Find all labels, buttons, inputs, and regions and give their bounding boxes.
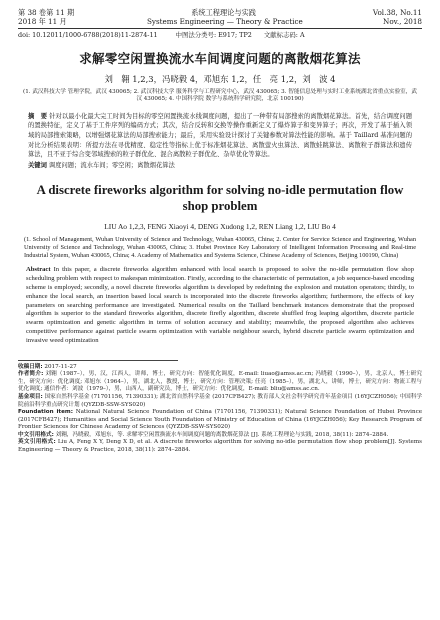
running-header-row-1 <box>18 8 422 17</box>
volume-zh: 第 38 卷第 11 期 <box>18 8 75 17</box>
footnote-cite-zh: 中文引用格式: 刘翱，冯晓毅，邓旭东，等. 求解零空闲置换流水车间调度问题的离散烟花算法 [J]. 系统工程理论与实践, 2018, 38(11): 2874–2884. <box>18 431 389 438</box>
title-zh: 求解零空闲置换流水车间调度问题的离散烟花算法 <box>79 51 361 66</box>
document-code: 文献标志码: A <box>263 31 305 39</box>
footnote-rule <box>18 360 178 361</box>
footnote-author: 作者简介: 刘翱（1987–），男，汉，江西人，讲师，博士，研究方向：智能优化调度，E-mail: liuao@amss.ac.cn; 冯晓毅（1990–），男，北京人，博士研究生，研究方向：优化调度; 邓旭东（1964–），男，湖北人，教授，博士，研究方向：管理决策; 任亮（1985–），男，湖北人，讲师，博士，研究方向：物流工程与优化调度; 通信作者：刘波（1979–），男，山西人，副研究员，博士，研究方向：优化调度，E-mail: bliu@amss.ac.cn. <box>18 371 422 393</box>
volume-en: Vol.38, No.11 <box>372 8 422 17</box>
clc-number: 中图法分类号: E917; TP2 <box>175 31 252 39</box>
keywords-zh-text: 调度问题；流水车间；零空闲；离散烟花算法 <box>48 161 175 169</box>
article-meta <box>18 31 422 39</box>
doi-link[interactable]: doi: 10.12011/1000-6788(2018)11-2874-11 <box>18 31 158 39</box>
abstract-zh-label: 摘 要 <box>28 112 48 120</box>
journal-name-zh: 系统工程理论与实践 <box>191 8 256 17</box>
footnote-foundation: Foundation item: National Natural Science Foundation of China (71701156, 71390331); Natural Science Foundation of Hubei Province (2017CFB427); Humanities and Social Science Youth Foundation of Ministry of Education of China (16YJCZH056); Key Research Program of Frontier Sciences for Chinese Academy of Sciences (QYZDB-SSW-SYS020) <box>18 409 423 431</box>
abstract-en-label: Abstract <box>26 266 51 274</box>
title-en: A discrete fireworks algorithm for solving no-idle permutation flow shop problem <box>36 183 404 213</box>
affiliations-en: (1. School of Management, Wuhan University of Science and Technology, Wuhan 430065, China; 2. Center for Service Science and Engineering, Wuhan University of Science and Technology, Wuhan 430065, China; 3. Hubei Province Key Laboratory of Intelligent Information Processing and Real-time Industrial System, Wuhan 430065, China; 4. Academy of Mathematics and Systems Science, Chinese Academy of Sciences, Beijing 100190, China) <box>24 236 416 260</box>
footnote-fund: 基金项目: 国家自然科学基金 (71701156, 71390331); 湖北省自然科学基金 (2017CFB427); 教育部人文社会科学研究青年基金项目 (16YJCZH056); 中国科学院前沿科学重点研究计划 (QYZDB-SSW-SYS020) <box>18 393 422 408</box>
date-zh: 2018 年 11 月 <box>18 17 67 26</box>
footnote-cite-en: 英文引用格式: Liu A, Feng X Y, Deng X D, et al. A discrete fireworks algorithm for solving no-idle permutation flow shop problem[J]. Systems Engineering — Theory & Practice, 2018, 38(11): 2874–2884. <box>18 439 423 454</box>
authors-zh: 刘 翱 1,2,3，冯晓毅 4，邓旭东 1,2，任 亮 1,2，刘 波 4 <box>104 74 336 84</box>
abstract-en <box>26 266 414 345</box>
affiliations-zh: (1. 武汉科技大学 管理学院，武汉 430065; 2. 武汉科技大学 服务科学与工程研究中心，武汉 430065; 3. 智能信息处理与实时工业系统湖北省重点实验室，武汉 430065; 4. 中国科学院 数学与系统科学研究院，北京 100190) <box>23 89 417 103</box>
abstract-zh-text: 针对以最小化最大完工时间为目标的零空闲置换流水线调度问题，提出了一种带有局部搜索的离散烟花算法。首先，结合调度问题的置换特征，定义了基于工件序列的编码方式；其次，结合反转和交换等操作重新定义了爆炸算子和变异算子；再次，开发了基于插入领域的局部搜索策略，以增强烟花算法的局部搜索能力；最后，采用实验设计探讨了关键参数对算法性能的影响。基于 Taillard 基准问题的对比分析结果表明：所提方法在寻优精度、稳定性等指标上优于标准烟花算法、离散萤火虫算法、离散蛙跳算法、离散粒子群算法和遗传算法，且不亚于综合变邻域搜索的粒子群优化、混合离散粒子群优化、杂草优化等算法。 <box>28 112 413 159</box>
keywords-zh <box>28 161 412 171</box>
footnote-received: 收稿日期: 2017-11-27 <box>18 363 77 370</box>
footnotes <box>18 364 422 455</box>
authors-en: LIU Ao 1,2,3, FENG Xiaoyi 4, DENG Xudong 1,2, REN Liang 1,2, LIU Bo 4 <box>104 222 336 232</box>
header-rule <box>18 28 422 29</box>
journal-name-en: Systems Engineering — Theory & Practice <box>146 17 303 26</box>
date-en: Nov., 2018 <box>383 17 422 26</box>
running-header-row-2 <box>18 17 422 26</box>
abstract-en-text: In this paper, a discrete fireworks algorithm enhanced with local search is proposed to solve the no-idle permutation flow shop scheduling problem with respect to makespan minimization. Firstly, according to the characteristic of permutation, a job sequence-based encoding scheme is employed; secondly, a novel discrete fireworks algorithm is developed by redefining the explosion and mutation operators; thirdly, to enhance the local search, an insertion based local search is incorporated into the discrete fireworks algorithm; furthermore, the effects of key parameters on searching performance are investigated. Numerical results on the Taillard benchmark instances demonstrate that the proposed algorithm is superior to the standard fireworks algorithm, discrete firefly algorithm, discrete shuffled frog leaping algorithm, discrete particle swarm optimization and genetic algorithm in terms of solution accuracy and stability; meanwhile, the proposed algorithm also achieves competitive performance against particle swarm optimization with variable neighbour search, hybrid discrete particle swarm optimization and invasive weed optimization <box>26 266 414 344</box>
abstract-zh <box>28 112 412 160</box>
keywords-zh-label: 关键词 <box>28 161 47 169</box>
